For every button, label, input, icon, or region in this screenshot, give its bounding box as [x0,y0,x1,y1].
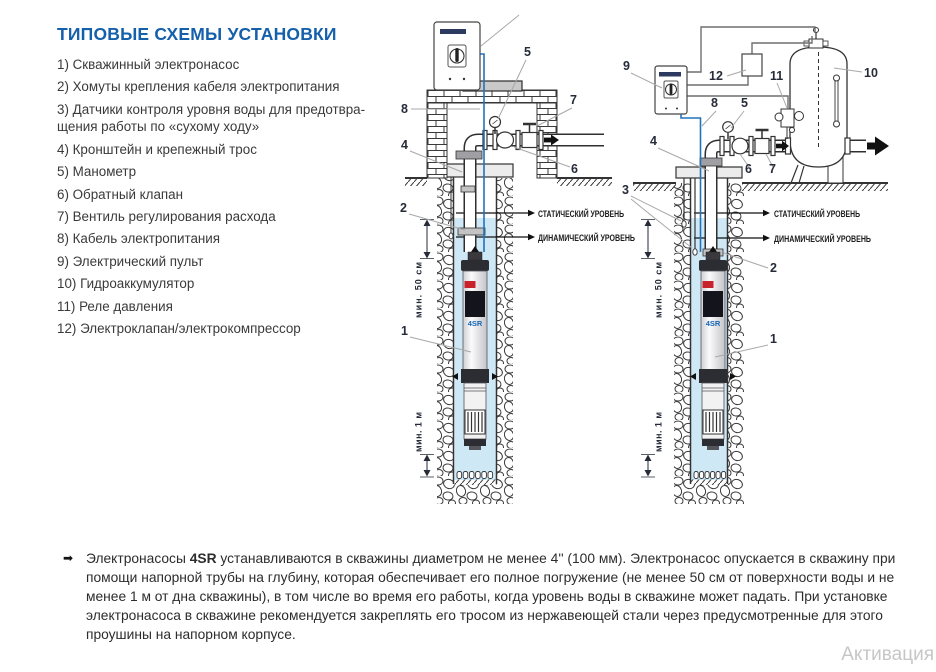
note-lead: Электронасосы [86,551,190,566]
legend-item: 9) Электрический пульт [57,253,204,269]
pressure-tank [790,28,890,184]
note-body: устанавливаются в скважины диаметром не менее 4'' (100 мм). Электронасос опускается в скважину при помощи напорной трубы на глубину, которая обеспечивает его полное погружение (не менее 50 см от поверхности воды и не менее 1 м от дна скважины), в том числе во время его работы, когда уровень воды в скважине может падать. При установке электронасоса в скважине рекомендуется закреплять его тросом из нержавеющей стали через предусмотренные для этого проушины на напорном корпусе. [86,551,896,642]
callout-3: 3 [622,183,629,197]
pressure-gauge-1 [490,117,501,135]
callout-1: 1 [401,324,408,338]
callout-2: 2 [770,261,777,275]
riser-flange-1 [456,151,482,159]
callout-5: 5 [524,45,531,59]
callout-7: 7 [570,93,577,107]
installation-note [63,549,908,644]
legend-item: 5) Манометр [57,164,137,180]
legend-item: 6) Обратный клапан [57,186,184,202]
callout-10: 10 [864,66,878,80]
pipe-coupling-1 [461,186,475,192]
callout-8: 8 [401,102,408,116]
flow-regulating-valve-2 [755,130,769,154]
min-50cm-label: мин. 50 см [653,262,664,318]
callout-12: 12 [709,69,723,83]
pump-model-label-1: 4SR [467,319,483,328]
static-level-label: СТАТИЧЕСКИЙ УРОВЕНЬ [538,208,651,219]
dimension-min1m-1 [414,412,435,477]
note-pump-model: 4SR [189,551,217,566]
arrow-bullet-icon: ➡ [63,551,74,565]
callout-4: 4 [401,138,408,152]
diagram-well-with-pit [400,15,662,504]
legend-item: 8) Кабель электропитания [57,231,221,247]
check-valve-2 [732,138,748,154]
riser-flange-2 [700,158,722,166]
legend-item: 12) Электроклапан/электрокомпрессор [57,321,301,337]
legend-item: 7) Вентиль регулирования расхода [57,208,276,224]
diagram-well-with-tank [622,27,898,504]
static-level-label: СТАТИЧЕСКИЙ УРОВЕНЬ [774,208,887,219]
legend-item: 11) Реле давления [57,298,173,314]
callout-7: 7 [769,162,776,176]
solenoid-valve-box [742,54,762,76]
legend-item: 2) Хомуты крепления кабеля электропитания [57,79,340,95]
callout-4: 4 [650,134,657,148]
brand-logo [659,72,681,77]
dimension-min50-1 [414,220,435,319]
brand-logo [440,29,466,34]
dimension-min50-2 [641,220,664,319]
installation-diagrams [390,8,936,520]
control-box-2 [655,66,687,114]
tank-top-valve [804,28,828,49]
control-box-1 [434,22,480,90]
callout-8: 8 [711,96,718,110]
tank-outlet [845,137,889,156]
selector-knob [670,84,673,95]
min-1m-label: мин. 1 м [413,412,424,452]
check-valve-1 [497,132,514,148]
legend-item: 10) Гидроаккумулятор [57,276,195,292]
dimension-min1m-2 [641,412,664,477]
legend-item: 4) Кронштейн и крепежный трос [57,141,257,157]
callout-2: 2 [400,201,407,215]
pump-model-label-2: 4SR [705,319,721,328]
legend-item: 1) Скважинный электронасос [57,57,240,72]
callout-11: 11 [770,69,784,83]
wellhead-plate-1 [441,164,513,177]
dynamic-level-label: ДИНАМИЧЕСКИЙ УРОВЕНЬ [538,232,662,243]
callout-1: 1 [770,332,777,346]
callout-9: 9 [623,59,630,73]
callout-6: 6 [745,162,752,176]
callout-5: 5 [741,96,748,110]
watermark: Активация [841,644,934,665]
selector-knob [455,48,458,62]
legend-item: 3) Датчики контроля уровня воды для предотвра-щения работы по «сухому ходу» [57,101,366,135]
dynamic-level-label: ДИНАМИЧЕСКИЙ УРОВЕНЬ [774,233,898,244]
page-title: ТИПОВЫЕ СХЕМЫ УСТАНОВКИ [57,24,337,44]
min-50cm-label: мин. 50 см [413,262,424,318]
ground-line-2 [633,183,888,191]
flow-regulating-valve-1 [522,124,537,148]
min-1m-label: мин. 1 м [653,412,664,452]
legend-list [57,56,379,342]
callout-6: 6 [571,162,578,176]
